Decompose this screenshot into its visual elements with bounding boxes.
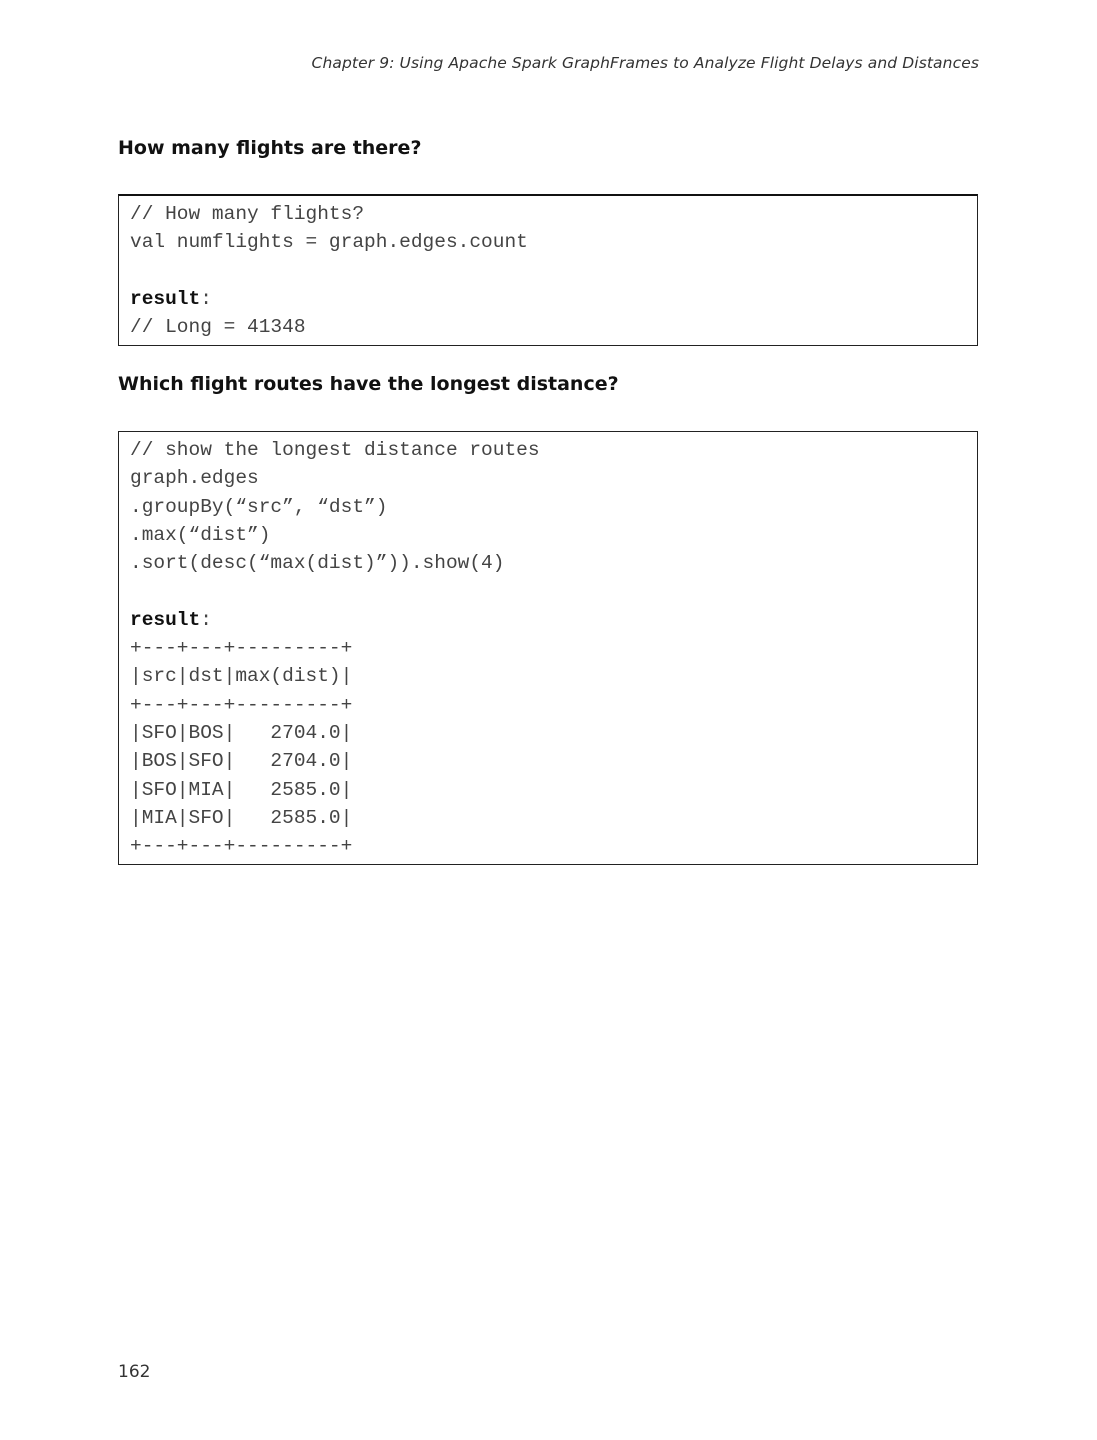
code-line: val numflights = graph.edges.count	[130, 231, 528, 254]
result-label: result	[130, 287, 201, 310]
page-number: 162	[118, 1362, 151, 1382]
code-line: graph.edges	[130, 467, 259, 490]
result-table-border: +---+---+---------+	[130, 835, 353, 858]
result-colon: :	[200, 287, 212, 310]
result-table-row: |BOS|SFO| 2704.0|	[130, 750, 353, 773]
result-line	[130, 606, 966, 634]
code-line: // How many flights?	[130, 203, 365, 225]
result-table-border: +---+---+---------+	[130, 637, 353, 660]
result-table-row: |SFO|MIA| 2585.0|	[130, 778, 353, 801]
code-line: // show the longest distance routes	[130, 439, 540, 461]
code-block-flight-count	[118, 194, 978, 346]
code-line: .sort(desc(“max(dist)”)).show(4)	[130, 552, 505, 575]
blank-line	[130, 257, 966, 285]
result-table-border: +---+---+---------+	[130, 693, 353, 716]
code-block-longest-routes	[118, 431, 978, 865]
blank-line	[130, 577, 966, 605]
code-line: .max(“dist”)	[130, 523, 271, 546]
code-line: .groupBy(“src”, “dst”)	[130, 495, 388, 518]
result-table-row: |MIA|SFO| 2585.0|	[130, 806, 353, 829]
result-line	[130, 285, 966, 313]
result-table-row: |SFO|BOS| 2704.0|	[130, 721, 353, 744]
result-colon: :	[200, 608, 212, 631]
result-label: result	[130, 608, 201, 631]
section-heading-flight-count: How many flights are there?	[118, 137, 422, 159]
section-heading-longest-routes: Which flight routes have the longest distance?	[118, 373, 619, 395]
result-table-header: |src|dst|max(dist)|	[130, 665, 353, 688]
result-output-line: // Long = 41348	[130, 316, 306, 339]
running-header: Chapter 9: Using Apache Spark GraphFrames to Analyze Flight Delays and Distances	[311, 54, 979, 72]
